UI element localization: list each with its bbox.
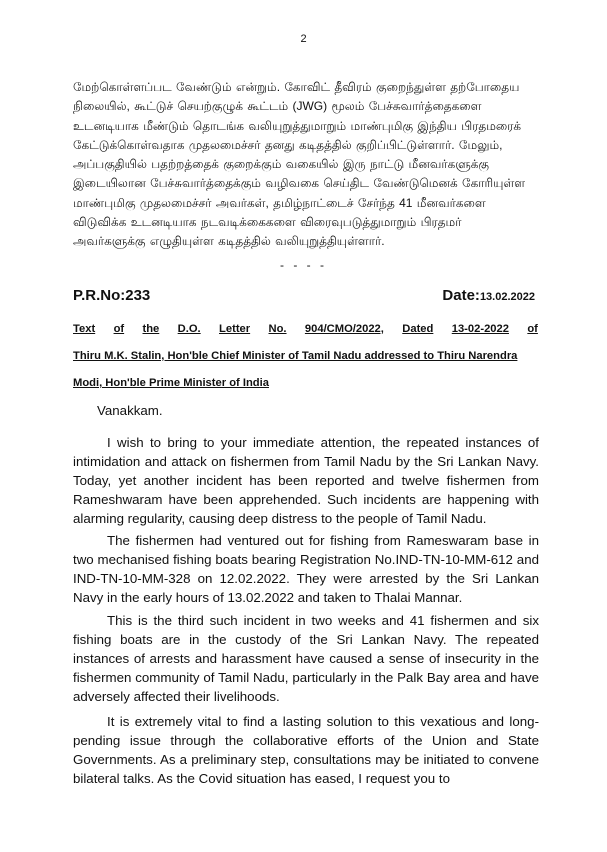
- press-release-header: [73, 287, 535, 305]
- tamil-line: இடையிலான பேச்சுவார்த்தைக்கும் வழிவகை செய்திட வேண்டுமெனக் கோரியுள்ள: [73, 176, 526, 191]
- title-word: No.: [268, 323, 287, 335]
- title-word: Dated: [402, 323, 434, 335]
- tamil-line: விடுவிக்க உடனடியாக நடவடிக்கைகளை விரைவுபடுத்துமாறும் பிரதமர்: [73, 215, 462, 230]
- section-separator: - - - -: [280, 258, 327, 272]
- title-word: 904/CMO/2022,: [304, 323, 384, 335]
- title-line-2: Thiru M.K. Stalin, Hon'ble Chief Minister of Tamil Nadu addressed to Thiru Narendra: [73, 350, 518, 362]
- tamil-line: மேற்கொள்ளப்பட வேண்டும் என்றும். கோவிட் தீவிரம் குறைந்துள்ள தற்போதைய: [73, 80, 520, 94]
- tamil-line: அவர்களுக்கு எழுதியுள்ள கடிதத்தில் வலியுறுத்தியுள்ளார்.: [73, 234, 385, 249]
- letter-paragraph-3: [73, 611, 539, 706]
- paragraph-text: I wish to bring to your immediate attention, the repeated instances of intimidation and attack on fishermen from Tamil Nadu by the Sri Lankan Navy. Today, yet another incident has been reported and twelve fishermen from Rameshwaram have been apprehended. Such incidents are happening with alarming regularity, causing deep distress to the people of Tamil Nadu.: [73, 435, 539, 526]
- title-word: Letter: [219, 323, 251, 335]
- title-word: D.O.: [177, 323, 201, 335]
- paragraph-text: This is the third such incident in two weeks and 41 fishermen and six fishing boats are in the custody of the Sri Lankan Navy. The repeated instances of arrests and harassment have caused a sense of insecurity in the fishermen community of Tamil Nadu, particularly in the Palk Bay area and have adversely affected their livelihoods.: [73, 613, 539, 704]
- letter-greeting: Vanakkam.: [97, 403, 163, 418]
- tamil-line: உடனடியாக மீண்டும் தொடங்க வலியுறுத்துமாறும் மாண்புமிகு இந்திய பிரதமரைக்: [73, 118, 522, 133]
- tamil-line: நிலையில், கூட்டுச் செயற்குழுக் கூட்டம் (JWG) மூலம் பேச்சுவார்த்தைகளை: [73, 99, 482, 114]
- page-number: 2: [300, 33, 307, 45]
- date-value: 13.02.2022: [479, 291, 535, 303]
- letter-paragraph-4: [73, 712, 539, 788]
- paragraph-text: It is extremely vital to find a lasting solution to this vexatious and long-pending issue through the collaborative efforts of the Union and State Governments. As a preliminary step, consultations may be initiated to convene bilateral talks. As the Covid situation has eased, I request you to: [73, 714, 539, 786]
- title-line-3: Modi, Hon'ble Prime Minister of India: [73, 377, 269, 389]
- date-label: Date:: [442, 287, 480, 304]
- title-word: Text: [73, 323, 96, 335]
- title-word: the: [142, 323, 160, 335]
- tamil-line: மாண்புமிகு முதலமைச்சர் அவர்கள், தமிழ்நாட்டைச் சேர்ந்த 41 மீனவர்களை: [73, 195, 486, 210]
- letter-title: [73, 316, 538, 397]
- title-word: 13-02-2022: [451, 323, 509, 335]
- title-line-1: [73, 316, 538, 343]
- title-word: of: [527, 323, 538, 335]
- letter-paragraph-2: [73, 531, 539, 607]
- tamil-line: அப்பகுதியில் பதற்றத்தைக் குறைக்கும் வகையில் இரு நாட்டு மீனவர்களுக்கு: [73, 157, 490, 172]
- title-word: of: [113, 323, 125, 335]
- tamil-line: கேட்டுக்கொள்வதாக முதலமைச்சர் தனது கடிதத்தில் குறிப்பிட்டுள்ளார். மேலும்,: [73, 137, 503, 152]
- letter-paragraph-1: [73, 433, 539, 528]
- paragraph-text: The fishermen had ventured out for fishing from Rameswaram base in two mechanised fishing boats bearing Registration No.IND-TN-10-MM-612 and IND-TN-10-MM-328 on 12.02.2022. They were arrested by the Sri Lankan Navy in the early hours of 13.02.2022 and taken to Thalai Mannar.: [73, 533, 539, 605]
- press-release-date: [442, 287, 535, 305]
- press-release-number: P.R.No:233: [73, 287, 151, 304]
- tamil-paragraph: [73, 78, 535, 252]
